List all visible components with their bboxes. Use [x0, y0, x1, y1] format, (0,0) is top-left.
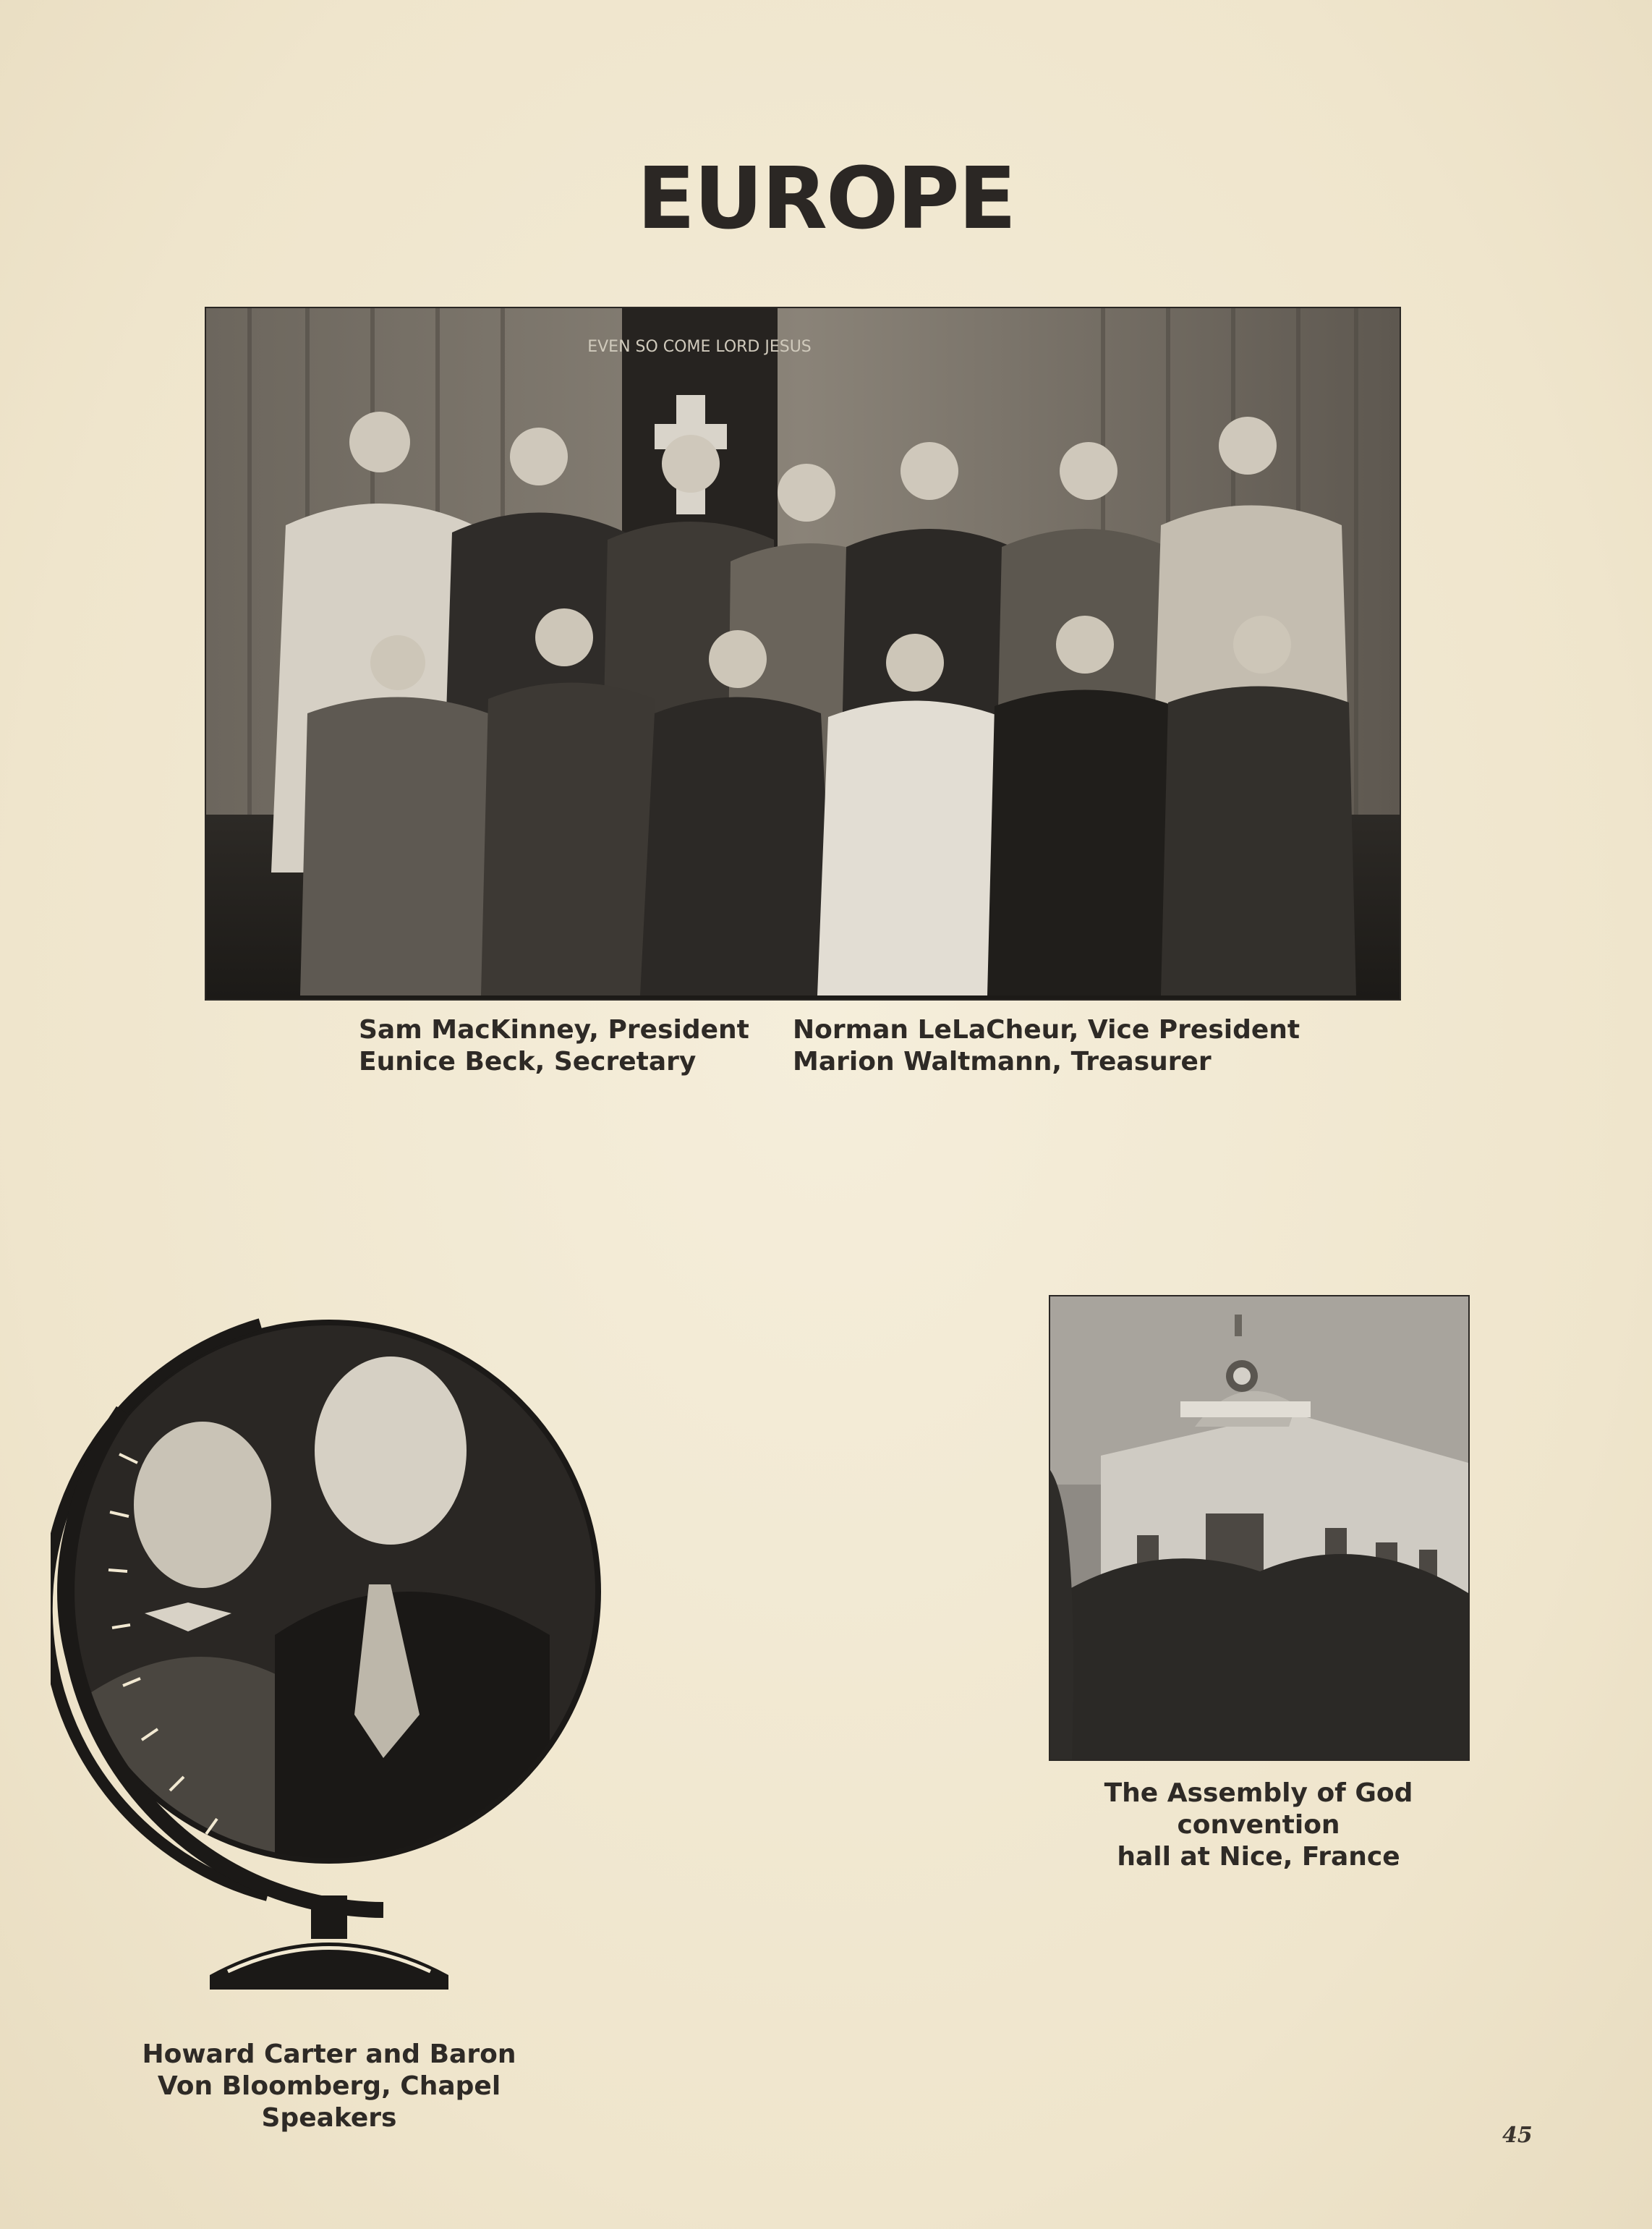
- hall-caption: [1031, 1778, 1486, 1873]
- caption-line: Sam MacKinney, President: [359, 1015, 749, 1045]
- caption-line: Marion Waltmann, Treasurer: [793, 1047, 1212, 1077]
- caption-line: Norman LeLaCheur, Vice President: [793, 1015, 1300, 1045]
- convention-hall-photo: [1050, 1296, 1468, 1759]
- page-title: EUROPE: [636, 148, 1016, 248]
- page-number: 45: [1502, 2123, 1533, 2148]
- group-photo: [206, 308, 1400, 999]
- globe-photo-frame: [51, 1295, 629, 1997]
- group-caption-right: [793, 1014, 1300, 1078]
- caption-line: Von Bloomberg, Chapel Speakers: [157, 2071, 501, 2133]
- banner-text: EVEN SO COME LORD JESUS: [587, 338, 812, 356]
- caption-line: The Assembly of God convention: [1104, 1778, 1413, 1840]
- caption-line: Eunice Beck, Secretary: [359, 1047, 697, 1077]
- globe-caption: [101, 2039, 557, 2134]
- group-caption-left: [359, 1014, 749, 1078]
- caption-line: Howard Carter and Baron: [142, 2039, 516, 2069]
- caption-line: hall at Nice, France: [1117, 1842, 1400, 1872]
